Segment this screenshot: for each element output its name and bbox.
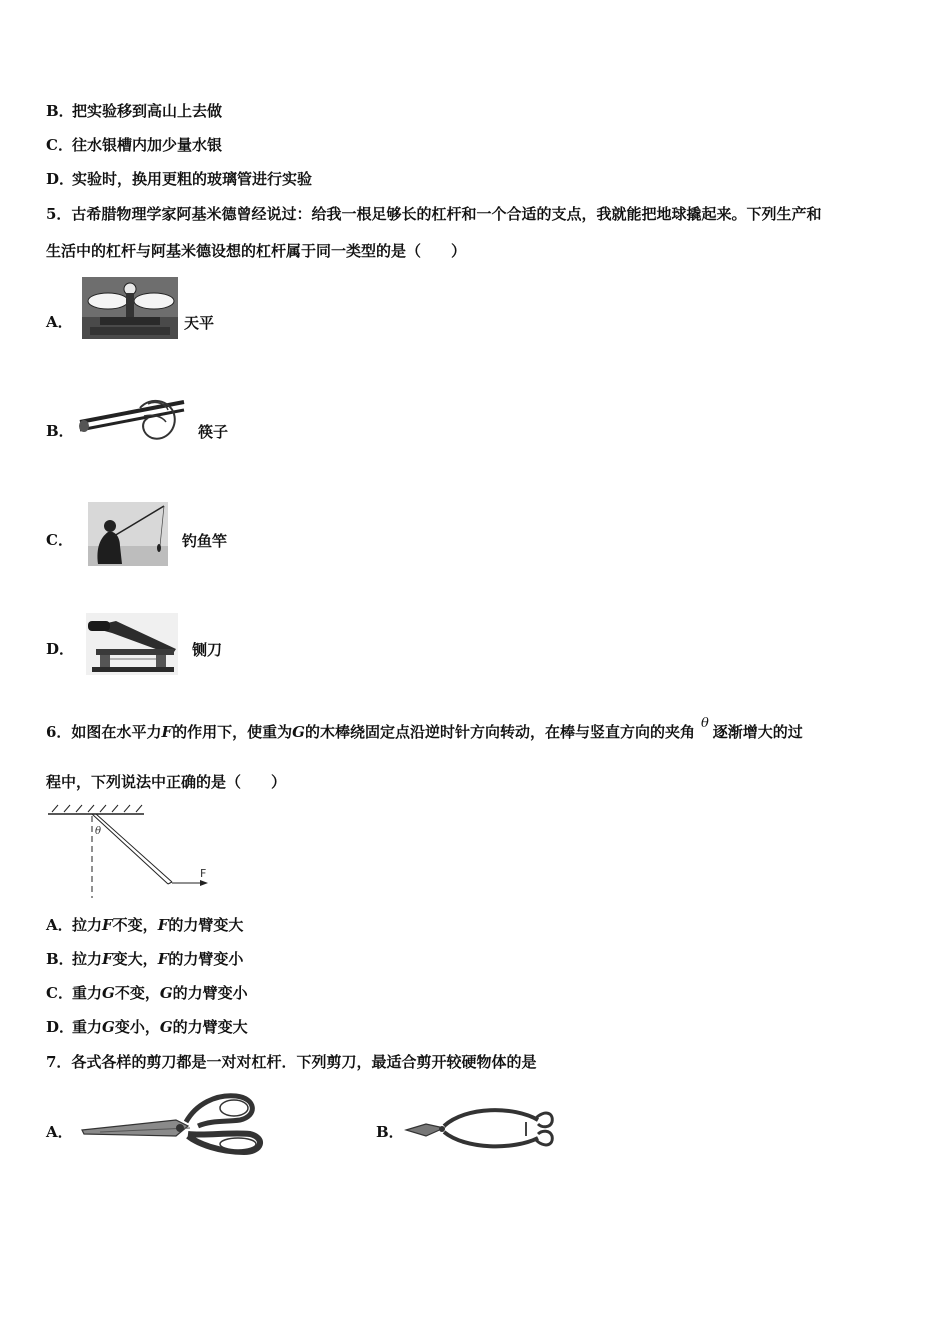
option-symbol: F bbox=[157, 950, 169, 968]
q5-option-a-label: A． bbox=[46, 313, 73, 331]
q4-option-d bbox=[46, 169, 312, 189]
q7-option-a-label: A． bbox=[46, 1123, 73, 1141]
short-shears-icon bbox=[404, 1102, 556, 1158]
option-text: 的力臂变大 bbox=[172, 1018, 248, 1036]
option-label: D． bbox=[46, 170, 75, 188]
q7-stem: 7．各式各样的剪刀都是一对对杠杆．下列剪刀，最适合剪开较硬物体的是 bbox=[46, 1053, 537, 1071]
option-symbol: G bbox=[102, 1018, 115, 1036]
option-symbol: F bbox=[102, 950, 113, 968]
force-symbol: F bbox=[161, 723, 173, 741]
q5-stem-line1: 5．古希腊物理学家阿基米德曾经说过：给我一根足够长的杠杆和一个合适的支点，我就能把地球撬起来。下列生产和 bbox=[46, 205, 822, 223]
balance-scale-icon bbox=[82, 277, 178, 343]
option-label: B． bbox=[46, 102, 74, 120]
option-text: 不变， bbox=[114, 984, 160, 1002]
theta-label: θ bbox=[95, 826, 102, 837]
lever-rotation-diagram bbox=[44, 804, 214, 904]
option-text: 的力臂变小 bbox=[172, 984, 248, 1002]
q4-option-b bbox=[46, 101, 222, 121]
q6-option-b bbox=[46, 949, 243, 969]
q5-option-a-caption: 天平 bbox=[184, 314, 215, 332]
q4-option-c bbox=[46, 135, 222, 155]
option-text: 实验时，换用更粗的玻璃管进行实验 bbox=[72, 170, 313, 188]
stem-text: 的作用下，使重为 bbox=[172, 723, 293, 741]
option-text: 的力臂变大 bbox=[168, 916, 244, 934]
q5-option-c-caption: 钓鱼竿 bbox=[182, 532, 228, 550]
q6-option-a bbox=[46, 915, 243, 935]
option-text: 往水银槽内加少量水银 bbox=[72, 136, 223, 154]
fishing-rod-icon bbox=[88, 502, 168, 570]
q7-option-b-label: B． bbox=[376, 1123, 404, 1141]
q6-option-d bbox=[46, 1017, 248, 1037]
option-symbol: F bbox=[102, 916, 113, 934]
option-text: 重力 bbox=[72, 1018, 103, 1036]
chopsticks-icon bbox=[78, 394, 186, 450]
option-text: 把实验移到高山上去做 bbox=[72, 102, 223, 120]
theta-symbol: θ bbox=[700, 716, 709, 731]
option-label: B． bbox=[46, 950, 74, 968]
option-label: C． bbox=[46, 136, 73, 154]
option-text: 拉力 bbox=[72, 950, 103, 968]
q5-stem-line2: 生活中的杠杆与阿基米德设想的杠杆属于同一类型的是（ ） bbox=[46, 242, 467, 260]
stem-text: 6．如图在水平力 bbox=[46, 723, 162, 741]
option-symbol: G bbox=[159, 1018, 173, 1036]
option-label: D． bbox=[46, 1018, 75, 1036]
q5-option-d-label: D． bbox=[46, 640, 75, 658]
option-symbol: F bbox=[157, 916, 169, 934]
option-text: 拉力 bbox=[72, 916, 103, 934]
q6-option-c bbox=[46, 983, 248, 1003]
weight-symbol: G bbox=[292, 723, 305, 741]
option-symbol: G bbox=[102, 984, 115, 1002]
force-label: F bbox=[200, 867, 207, 880]
option-text: 的力臂变小 bbox=[168, 950, 244, 968]
q6-stem-line1 bbox=[46, 716, 803, 744]
option-text: 变大， bbox=[112, 950, 158, 968]
q5-option-b-label: B． bbox=[46, 422, 74, 440]
option-label: A． bbox=[46, 916, 73, 934]
stem-text: 逐渐增大的过 bbox=[712, 723, 803, 741]
q6-stem-line2: 程中，下列说法中正确的是（ ） bbox=[46, 773, 287, 791]
guillotine-cutter-icon bbox=[86, 613, 178, 679]
option-symbol: G bbox=[159, 984, 173, 1002]
q5-option-d-caption: 铡刀 bbox=[192, 641, 223, 659]
option-text: 变小， bbox=[114, 1018, 160, 1036]
stem-text: 的木棒绕固定点沿逆时针方向转动，在棒与竖直方向的夹角 bbox=[304, 723, 695, 741]
option-text: 重力 bbox=[72, 984, 103, 1002]
q5-option-c-label: C． bbox=[46, 531, 73, 549]
option-label: C． bbox=[46, 984, 73, 1002]
q5-option-b-caption: 筷子 bbox=[198, 423, 229, 441]
long-scissors-icon bbox=[80, 1086, 266, 1160]
option-text: 不变， bbox=[112, 916, 158, 934]
